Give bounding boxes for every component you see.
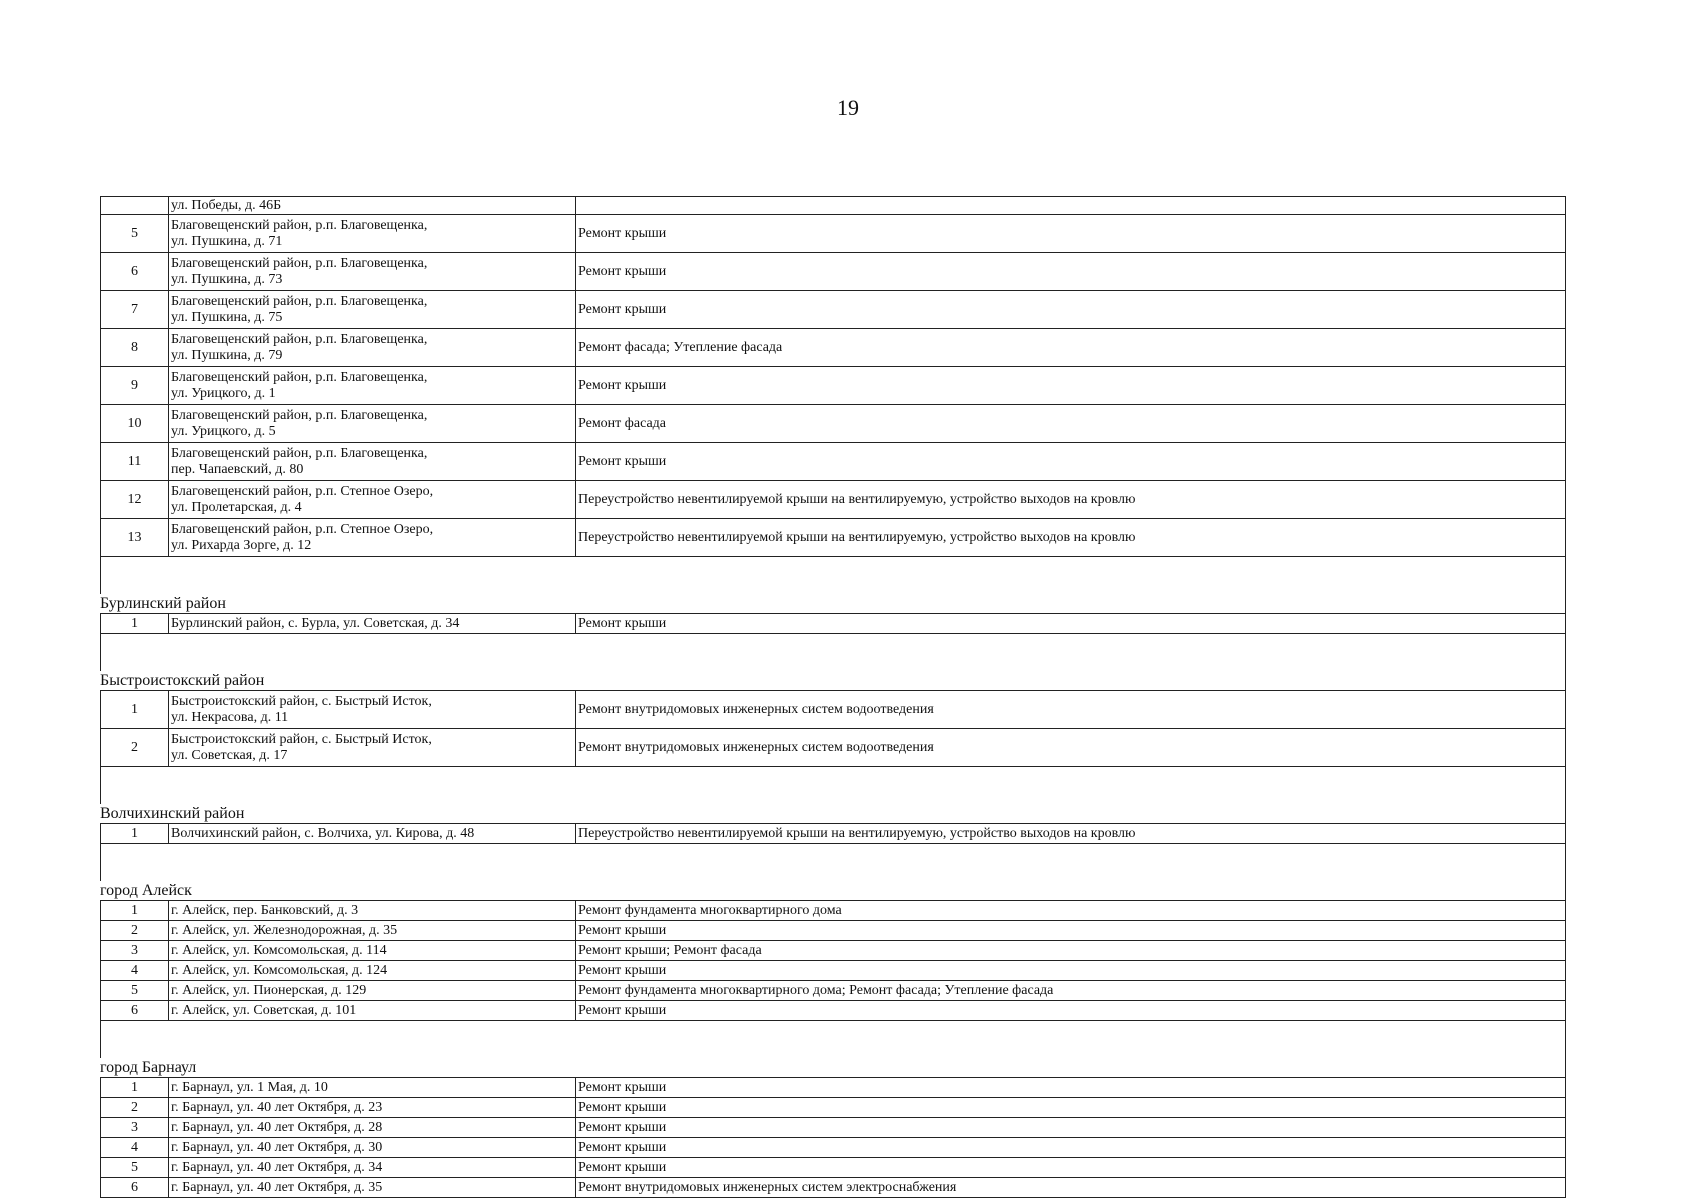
work-type-cell: Ремонт крыши <box>578 615 667 631</box>
address-line: Благовещенский район, р.п. Благовещенка, <box>171 331 428 347</box>
row-number: 6 <box>101 1178 169 1197</box>
address-line: г. Барнаул, ул. 40 лет Октября, д. 28 <box>171 1119 383 1135</box>
work-type-cell: Ремонт крыши <box>578 453 667 469</box>
address-line: г. Алейск, ул. Пионерская, д. 129 <box>171 982 367 998</box>
address-cell <box>169 197 576 214</box>
row-number: 13 <box>101 519 169 556</box>
work-type-cell: Ремонт крыши <box>578 1119 667 1135</box>
address-line: ул. Урицкого, д. 1 <box>171 385 276 401</box>
table-row <box>100 519 1566 557</box>
section-spacer <box>100 634 1566 671</box>
section-spacer <box>100 557 1566 594</box>
section-spacer <box>100 844 1566 881</box>
work-type-cell: Переустройство невентилируемой крыши на вентилируемую, устройство выходов на кровлю <box>578 491 1136 507</box>
address-line: Благовещенский район, р.п. Благовещенка, <box>171 293 428 309</box>
address-cell <box>169 729 576 766</box>
section-title: Бурлинский район <box>100 594 1566 614</box>
row-number: 3 <box>101 1118 169 1137</box>
address-line: ул. Урицкого, д. 5 <box>171 423 276 439</box>
page-number: 19 <box>837 95 859 120</box>
address-line: г. Алейск, ул. Железнодорожная, д. 35 <box>171 922 398 938</box>
table-row <box>100 1118 1566 1138</box>
work-type-cell: Ремонт крыши <box>578 1159 667 1175</box>
row-number: 1 <box>101 614 169 633</box>
row-number: 2 <box>101 921 169 940</box>
work-type-cell: Ремонт крыши <box>578 1079 667 1095</box>
address-line: ул. Пушкина, д. 75 <box>171 309 283 325</box>
work-type-cell: Ремонт крыши <box>578 1139 667 1155</box>
address-cell <box>169 1098 576 1117</box>
table-row <box>100 1078 1566 1098</box>
section-spacer <box>100 1021 1566 1058</box>
work-type-cell: Ремонт крыши <box>578 263 667 279</box>
address-line: Благовещенский район, р.п. Благовещенка, <box>171 369 428 385</box>
table-row <box>100 405 1566 443</box>
address-line: ул. Пушкина, д. 73 <box>171 271 283 287</box>
table-row <box>100 1178 1566 1198</box>
address-line: г. Барнаул, ул. 40 лет Октября, д. 23 <box>171 1099 383 1115</box>
row-number: 5 <box>101 1158 169 1177</box>
table-row <box>100 941 1566 961</box>
address-line: Благовещенский район, р.п. Благовещенка, <box>171 407 428 423</box>
section-title: город Алейск <box>100 881 1566 901</box>
work-type-cell: Ремонт фундамента многоквартирного дома <box>578 902 842 918</box>
address-cell <box>169 215 576 252</box>
table-row <box>100 443 1566 481</box>
address-line: г. Алейск, ул. Комсомольская, д. 124 <box>171 962 388 978</box>
work-type-cell <box>576 197 1565 214</box>
row-number: 4 <box>101 961 169 980</box>
table-row <box>100 1098 1566 1118</box>
table-row <box>100 901 1566 921</box>
address-cell <box>169 1078 576 1097</box>
address-cell <box>169 614 576 633</box>
address-cell <box>169 367 576 404</box>
table-row <box>100 614 1566 634</box>
table-row <box>100 824 1566 844</box>
section-title: Волчихинский район <box>100 804 1566 824</box>
row-number: 9 <box>101 367 169 404</box>
address-cell <box>169 691 576 728</box>
address-cell <box>169 824 576 843</box>
table-row <box>100 481 1566 519</box>
address-cell <box>169 921 576 940</box>
address-cell <box>169 329 576 366</box>
address-line: пер. Чапаевский, д. 80 <box>171 461 304 477</box>
work-type-cell: Ремонт крыши <box>578 225 667 241</box>
table-row <box>100 1158 1566 1178</box>
address-line: г. Алейск, ул. Советская, д. 101 <box>171 1002 357 1018</box>
section-spacer <box>100 767 1566 804</box>
row-number: 5 <box>101 215 169 252</box>
work-type-cell: Переустройство невентилируемой крыши на вентилируемую, устройство выходов на кровлю <box>578 825 1136 841</box>
table-row <box>100 1138 1566 1158</box>
table-row <box>100 961 1566 981</box>
address-cell <box>169 519 576 556</box>
table-row <box>100 253 1566 291</box>
table-row <box>100 291 1566 329</box>
address-cell <box>169 481 576 518</box>
work-type-cell: Ремонт фасада <box>578 415 667 431</box>
address-line: Бурлинский район, с. Бурла, ул. Советская, д. 34 <box>171 615 460 631</box>
address-line: г. Барнаул, ул. 40 лет Октября, д. 35 <box>171 1179 383 1195</box>
address-line: Благовещенский район, р.п. Благовещенка, <box>171 217 428 233</box>
table-row <box>100 329 1566 367</box>
work-type-cell: Ремонт фундамента многоквартирного дома; Ремонт фасада; Утепление фасада <box>578 982 1054 998</box>
address-cell <box>169 1001 576 1020</box>
address-line: г. Алейск, пер. Банковский, д. 3 <box>171 902 359 918</box>
work-type-cell: Ремонт внутридомовых инженерных систем водоотведения <box>578 701 934 717</box>
section-title: Быстроистокский район <box>100 671 1566 691</box>
address-line: ул. Рихарда Зорге, д. 12 <box>171 537 312 553</box>
work-type-cell: Ремонт крыши <box>578 301 667 317</box>
row-number: 1 <box>101 901 169 920</box>
address-line: г. Алейск, ул. Комсомольская, д. 114 <box>171 942 387 958</box>
address-line: ул. Пушкина, д. 71 <box>171 233 283 249</box>
address-cell <box>169 1178 576 1197</box>
row-number: 5 <box>101 981 169 1000</box>
row-number: 4 <box>101 1138 169 1157</box>
address-cell <box>169 1158 576 1177</box>
row-number: 1 <box>101 691 169 728</box>
address-cell <box>169 961 576 980</box>
row-number: 3 <box>101 941 169 960</box>
work-type-cell: Ремонт внутридомовых инженерных систем электроснабжения <box>578 1179 957 1195</box>
work-type-cell: Ремонт крыши <box>578 1002 667 1018</box>
table-row <box>100 1001 1566 1021</box>
table-row <box>100 367 1566 405</box>
table-row <box>100 921 1566 941</box>
row-number: 11 <box>101 443 169 480</box>
address-line: ул. Пушкина, д. 79 <box>171 347 283 363</box>
address-line: Благовещенский район, р.п. Степное Озеро, <box>171 521 434 537</box>
work-type-cell: Ремонт крыши; Ремонт фасада <box>578 942 762 958</box>
address-cell <box>169 405 576 442</box>
address-line: ул. Советская, д. 17 <box>171 747 288 763</box>
address-line: ул. Пролетарская, д. 4 <box>171 499 302 515</box>
row-number: 6 <box>101 1001 169 1020</box>
address-line: г. Барнаул, ул. 1 Мая, д. 10 <box>171 1079 328 1095</box>
work-type-cell: Ремонт крыши <box>578 962 667 978</box>
row-number: 1 <box>101 824 169 843</box>
row-number: 8 <box>101 329 169 366</box>
table-row <box>100 981 1566 1001</box>
address-line: Быстроистокский район, с. Быстрый Исток, <box>171 693 432 709</box>
address-line: Быстроистокский район, с. Быстрый Исток, <box>171 731 432 747</box>
address-line: Благовещенский район, р.п. Благовещенка, <box>171 445 428 461</box>
address-cell <box>169 443 576 480</box>
table-row <box>100 196 1566 215</box>
address-line: ул. Победы, д. 46Б <box>171 197 282 213</box>
work-type-cell: Ремонт крыши <box>578 377 667 393</box>
address-line: г. Барнаул, ул. 40 лет Октября, д. 34 <box>171 1159 383 1175</box>
work-type-cell: Переустройство невентилируемой крыши на вентилируемую, устройство выходов на кровлю <box>578 529 1136 545</box>
address-line: ул. Некрасова, д. 11 <box>171 709 289 725</box>
address-cell <box>169 291 576 328</box>
address-cell <box>169 1138 576 1157</box>
address-cell <box>169 941 576 960</box>
row-number: 1 <box>101 1078 169 1097</box>
table-row <box>100 215 1566 253</box>
row-number <box>101 197 169 214</box>
work-type-cell: Ремонт крыши <box>578 922 667 938</box>
address-line: Благовещенский район, р.п. Благовещенка, <box>171 255 428 271</box>
address-line: г. Барнаул, ул. 40 лет Октября, д. 30 <box>171 1139 383 1155</box>
table-row <box>100 691 1566 729</box>
repair-schedule-table <box>100 196 1566 1198</box>
address-cell <box>169 981 576 1000</box>
row-number: 10 <box>101 405 169 442</box>
address-cell <box>169 1118 576 1137</box>
row-number: 2 <box>101 1098 169 1117</box>
row-number: 6 <box>101 253 169 290</box>
row-number: 7 <box>101 291 169 328</box>
address-cell <box>169 901 576 920</box>
work-type-cell: Ремонт внутридомовых инженерных систем водоотведения <box>578 739 934 755</box>
row-number: 12 <box>101 481 169 518</box>
row-number: 2 <box>101 729 169 766</box>
address-line: Благовещенский район, р.п. Степное Озеро, <box>171 483 434 499</box>
section-title: город Барнаул <box>100 1058 1566 1078</box>
address-line: Волчихинский район, с. Волчиха, ул. Кирова, д. 48 <box>171 825 475 841</box>
table-row <box>100 729 1566 767</box>
work-type-cell: Ремонт фасада; Утепление фасада <box>578 339 783 355</box>
address-cell <box>169 253 576 290</box>
work-type-cell: Ремонт крыши <box>578 1099 667 1115</box>
